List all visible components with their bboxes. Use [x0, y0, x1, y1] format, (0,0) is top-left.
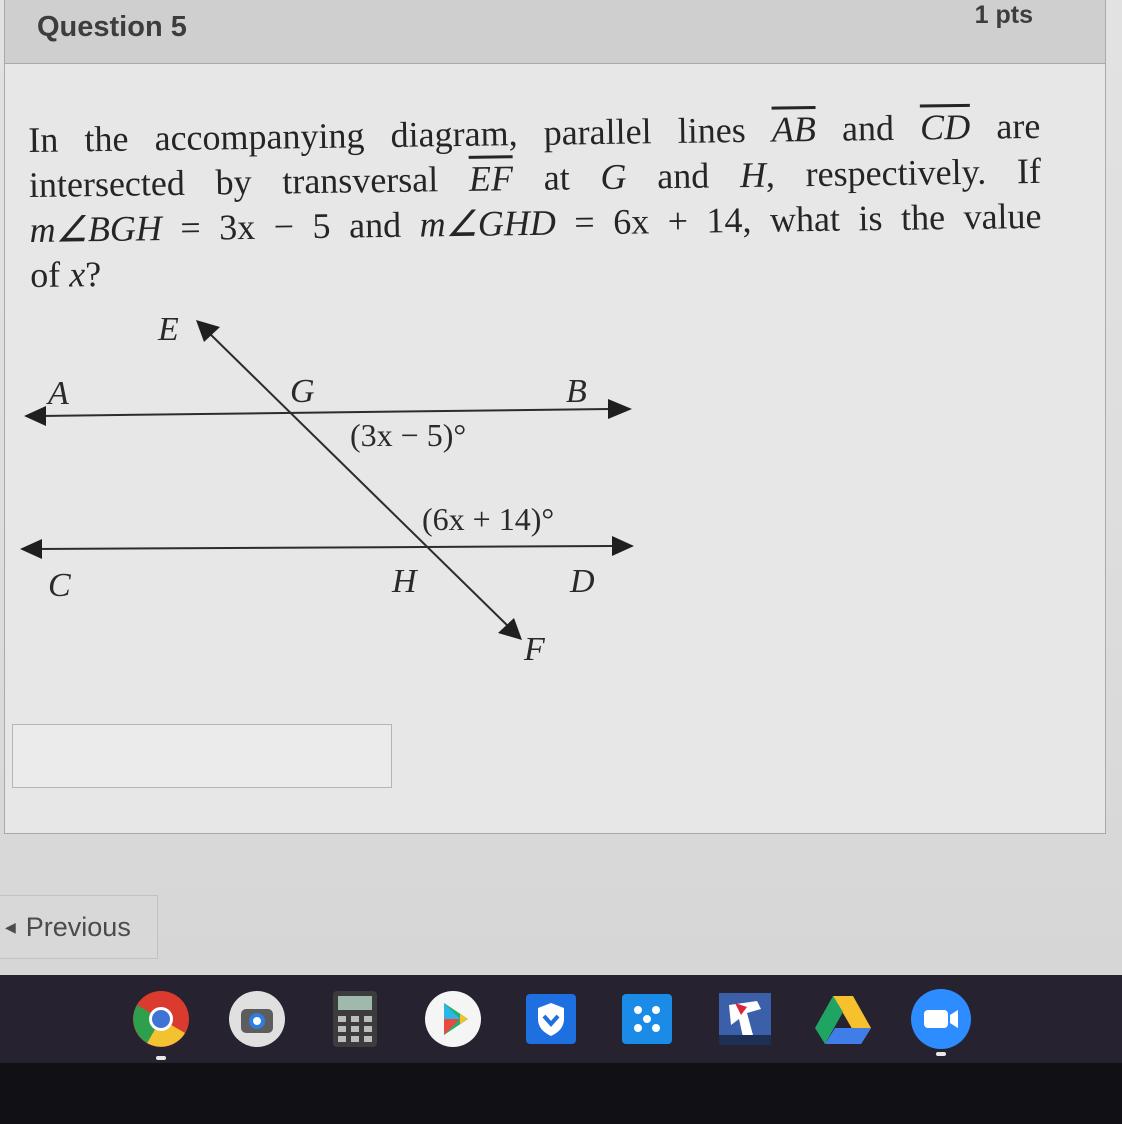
line-cd [20, 536, 634, 559]
running-indicator [156, 1056, 166, 1060]
screen-bezel [0, 1063, 1122, 1124]
previous-label: Previous [25, 911, 131, 942]
question-title: Question 5 [37, 11, 187, 43]
question-text [28, 104, 1042, 298]
dots-app-icon[interactable] [616, 988, 678, 1050]
point-f-label: F [524, 631, 545, 668]
question-header [5, 0, 1105, 64]
text: = 6x + 14, what is the value [574, 195, 1042, 243]
play-store-icon[interactable] [422, 988, 484, 1050]
point-h-label: H [392, 563, 417, 600]
chrome-icon[interactable] [130, 988, 192, 1050]
angle-ghd-label: (6x + 14)° [422, 501, 555, 537]
line-ab [24, 399, 632, 426]
segment-ab: $\overline{AB}$ [771, 109, 817, 150]
text: of [29, 254, 61, 295]
angle-bgh-label: (3x − 5)° [350, 417, 467, 453]
point-d-label: D [570, 563, 595, 600]
segment-cd: $\overline{CD}$ [919, 106, 971, 148]
text: are [996, 105, 1041, 147]
point-c-label: C [48, 567, 71, 604]
text: and [348, 204, 402, 246]
variable-x: x [68, 254, 86, 295]
answer-input[interactable] [12, 724, 392, 788]
running-indicator [936, 1052, 946, 1056]
angle-bgh-measure: m∠BGH [29, 208, 163, 250]
angle-ghd-measure: m∠GHD [419, 202, 557, 245]
previous-button[interactable] [0, 895, 158, 959]
text: intersected by transversal [28, 159, 439, 205]
point-g-text: G [600, 156, 627, 198]
text: and [656, 155, 710, 197]
point-h-text: H [739, 154, 767, 196]
text: , respectively. If [765, 150, 1042, 195]
parallel-lines-diagram [0, 300, 660, 680]
text: at [543, 157, 570, 198]
text: and [841, 107, 895, 149]
text: = 3x − 5 [180, 205, 331, 248]
point-g-label: G [290, 373, 315, 410]
text: In the accompanying diagram, parallel lines [28, 109, 747, 160]
zoom-icon[interactable] [910, 988, 972, 1050]
chevron-left-icon: ◀ [5, 918, 16, 935]
game-app-icon[interactable] [714, 988, 776, 1050]
point-e-label: E [158, 311, 179, 348]
point-a-label: A [48, 375, 69, 412]
question-points: 1 pts [974, 1, 1033, 29]
security-shield-icon[interactable] [520, 988, 582, 1050]
text: ? [84, 253, 102, 295]
transversal-ef [196, 320, 522, 640]
google-drive-icon[interactable] [812, 988, 874, 1050]
segment-ef: $\overline{EF}$ [468, 158, 514, 199]
camera-icon[interactable] [226, 988, 288, 1050]
point-b-label: B [566, 373, 587, 410]
calculator-icon[interactable] [324, 988, 386, 1050]
